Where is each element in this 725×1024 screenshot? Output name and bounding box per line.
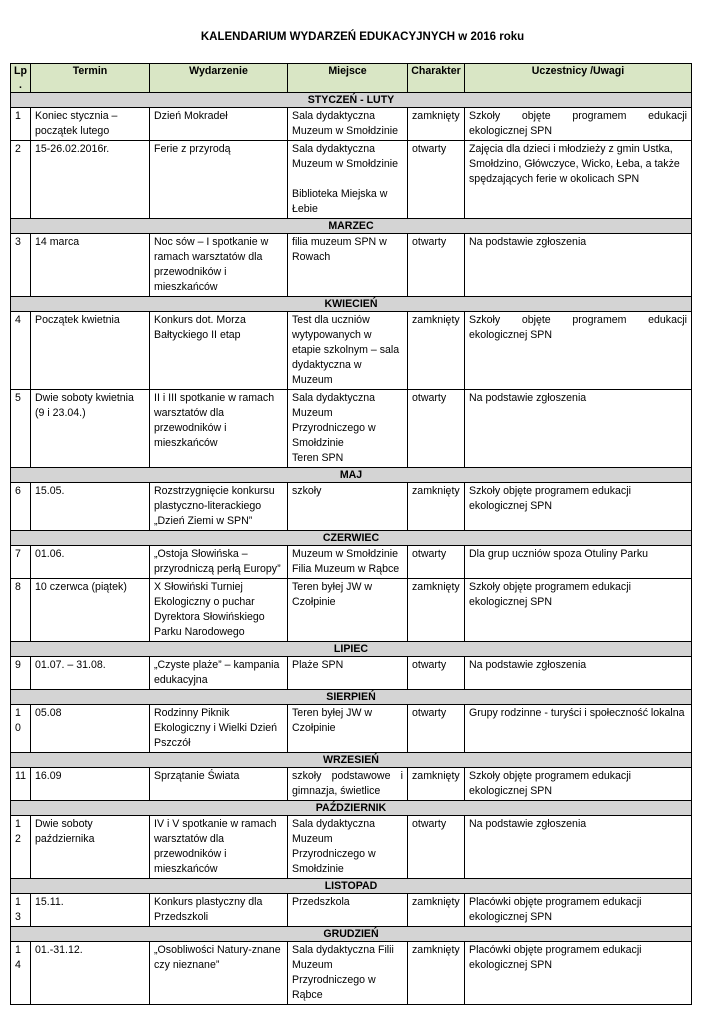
header-character: Charakter xyxy=(408,64,465,93)
table-row xyxy=(11,705,692,753)
cell-place: Sala dydaktyczna Filii Muzeum Przyrodniczego w Rąbce xyxy=(288,942,408,1005)
header-row xyxy=(11,64,692,93)
month-row xyxy=(11,753,692,768)
events-calendar-table xyxy=(10,63,692,1005)
cell-lp: 3 xyxy=(11,234,31,297)
cell-place: Test dla uczniów wytypowanych w etapie szkolnym – sala dydaktyczna w Muzeum xyxy=(288,312,408,390)
place-line: Biblioteka Miejska w Łebie xyxy=(292,188,388,215)
header-participants: Uczestnicy /Uwagi xyxy=(465,64,692,93)
month-label: SIERPIEŃ xyxy=(11,690,692,705)
header-place: Miejsce xyxy=(288,64,408,93)
table-row xyxy=(11,483,692,531)
cell-lp: 7 xyxy=(11,546,31,579)
cell-character: otwarty xyxy=(408,816,465,879)
place-line: Filia Muzeum w Rąbce xyxy=(292,563,400,575)
cell-notes: Grupy rodzinne - turyści i społeczność lokalna xyxy=(465,705,692,753)
cell-place: Teren byłej JW w Czołpinie xyxy=(288,705,408,753)
cell-place: Sala dydaktyczna Muzeum Przyrodniczego w Smołdzinie xyxy=(288,816,408,879)
cell-event: IV i V spotkanie w ramach warsztatów dla przewodników i mieszkańców xyxy=(150,816,288,879)
cell-event: Konkurs plastyczny dla Przedszkoli xyxy=(150,894,288,927)
cell-character: zamknięty xyxy=(408,942,465,1005)
cell-notes: Placówki objęte programem edukacji ekologicznej SPN xyxy=(465,942,692,1005)
cell-place: Plaże SPN xyxy=(288,657,408,690)
cell-term: 01.06. xyxy=(31,546,150,579)
cell-notes: Szkoły objęte programem edukacji ekologicznej SPN xyxy=(465,768,692,801)
cell-place: Teren byłej JW w Czołpinie xyxy=(288,579,408,642)
cell-event: Rodzinny Piknik Ekologiczny i Wielki Dzień Pszczół xyxy=(150,705,288,753)
cell-place xyxy=(288,390,408,468)
cell-character: otwarty xyxy=(408,390,465,468)
cell-event: II i III spotkanie w ramach warsztatów dla przewodników i mieszkańców xyxy=(150,390,288,468)
cell-lp: 14 xyxy=(11,942,31,1005)
cell-place: filia muzeum SPN w Rowach xyxy=(288,234,408,297)
table-row xyxy=(11,768,692,801)
cell-term: Dwie soboty kwietnia (9 i 23.04.) xyxy=(31,390,150,468)
cell-notes: Szkoły objęte programem edukacji ekologicznej SPN xyxy=(465,579,692,642)
cell-term: Początek kwietnia xyxy=(31,312,150,390)
month-label: CZERWIEC xyxy=(11,531,692,546)
cell-notes: Dla grup uczniów spoza Otuliny Parku xyxy=(465,546,692,579)
month-label: MARZEC xyxy=(11,219,692,234)
month-label: GRUDZIEŃ xyxy=(11,927,692,942)
cell-term: 15.11. xyxy=(31,894,150,927)
cell-lp: 12 xyxy=(11,816,31,879)
month-row xyxy=(11,531,692,546)
cell-term: 01.07. – 31.08. xyxy=(31,657,150,690)
cell-lp: 4 xyxy=(11,312,31,390)
cell-lp: 2 xyxy=(11,141,31,219)
month-label: MAJ xyxy=(11,468,692,483)
cell-event: Konkurs dot. Morza Bałtyckiego II etap xyxy=(150,312,288,390)
table-row xyxy=(11,579,692,642)
cell-character: zamknięty xyxy=(408,312,465,390)
place-line: Teren SPN xyxy=(292,452,344,464)
cell-character: zamknięty xyxy=(408,579,465,642)
table-row xyxy=(11,816,692,879)
cell-place xyxy=(288,141,408,219)
place-line: Sala dydaktyczna Muzeum Przyrodniczego w Smołdzinie xyxy=(292,392,376,449)
cell-event: Dzień Mokradeł xyxy=(150,108,288,141)
cell-lp: 13 xyxy=(11,894,31,927)
cell-place: Przedszkola xyxy=(288,894,408,927)
table-row xyxy=(11,390,692,468)
cell-character: otwarty xyxy=(408,141,465,219)
table-row xyxy=(11,108,692,141)
cell-term: 05.08 xyxy=(31,705,150,753)
cell-lp: 11 xyxy=(11,768,31,801)
table-row xyxy=(11,942,692,1005)
header-term: Termin xyxy=(31,64,150,93)
month-row xyxy=(11,801,692,816)
cell-character: zamknięty xyxy=(408,108,465,141)
cell-notes: Na podstawie zgłoszenia xyxy=(465,657,692,690)
cell-notes: Szkoły objęte programem edukacji ekologicznej SPN xyxy=(465,312,692,390)
cell-term: 15-26.02.2016r. xyxy=(31,141,150,219)
cell-event: Noc sów – I spotkanie w ramach warsztatów dla przewodników i mieszkańców xyxy=(150,234,288,297)
cell-term: 10 czerwca (piątek) xyxy=(31,579,150,642)
month-row xyxy=(11,690,692,705)
month-row xyxy=(11,219,692,234)
document-title: KALENDARIUM WYDARZEŃ EDUKACYJNYCH w 2016 roku xyxy=(200,31,525,43)
month-row xyxy=(11,642,692,657)
table-row xyxy=(11,312,692,390)
cell-place xyxy=(288,546,408,579)
table-row xyxy=(11,234,692,297)
cell-character: otwarty xyxy=(408,657,465,690)
cell-term: 15.05. xyxy=(31,483,150,531)
cell-lp: 10 xyxy=(11,705,31,753)
cell-lp: 6 xyxy=(11,483,31,531)
cell-notes: Na podstawie zgłoszenia xyxy=(465,234,692,297)
cell-notes: Na podstawie zgłoszenia xyxy=(465,390,692,468)
cell-character: zamknięty xyxy=(408,483,465,531)
cell-term: Dwie soboty października xyxy=(31,816,150,879)
cell-event: „Osobliwości Natury-znane czy nieznane” xyxy=(150,942,288,1005)
cell-notes: Szkoły objęte programem edukacji ekologicznej SPN xyxy=(465,483,692,531)
month-row xyxy=(11,927,692,942)
month-label: LISTOPAD xyxy=(11,879,692,894)
cell-lp: 1 xyxy=(11,108,31,141)
month-label: STYCZEŃ - LUTY xyxy=(11,93,692,108)
cell-place: szkoły xyxy=(288,483,408,531)
cell-lp: 9 xyxy=(11,657,31,690)
cell-notes: Na podstawie zgłoszenia xyxy=(465,816,692,879)
cell-event: X Słowiński Turniej Ekologiczny o puchar Dyrektora Słowińskiego Parku Narodowego xyxy=(150,579,288,642)
month-row xyxy=(11,93,692,108)
cell-character: otwarty xyxy=(408,234,465,297)
month-label: WRZESIEŃ xyxy=(11,753,692,768)
month-label: PAŹDZIERNIK xyxy=(11,801,692,816)
cell-notes: Placówki objęte programem edukacji ekologicznej SPN xyxy=(465,894,692,927)
cell-character: otwarty xyxy=(408,705,465,753)
month-label: KWIECIEŃ xyxy=(11,297,692,312)
month-row xyxy=(11,879,692,894)
cell-character: zamknięty xyxy=(408,768,465,801)
month-row xyxy=(11,468,692,483)
cell-character: otwarty xyxy=(408,546,465,579)
place-line: Sala dydaktyczna Muzeum w Smołdzinie xyxy=(292,143,398,170)
table-row xyxy=(11,894,692,927)
cell-event: Sprzątanie Świata xyxy=(150,768,288,801)
cell-notes: Zajęcia dla dzieci i młodzieży z gmin Ustka, Smołdzino, Główczyce, Wicko, Łeba, a także spędzających ferie w okolicach SPN xyxy=(465,141,692,219)
cell-notes: Szkoły objęte programem edukacji ekologicznej SPN xyxy=(465,108,692,141)
cell-term: 16.09 xyxy=(31,768,150,801)
place-line: Muzeum w Smołdzinie xyxy=(292,548,398,560)
cell-term: 14 marca xyxy=(31,234,150,297)
table-row xyxy=(11,141,692,219)
header-lp: Lp. xyxy=(11,64,31,93)
cell-term: 01.-31.12. xyxy=(31,942,150,1005)
cell-event: Ferie z przyrodą xyxy=(150,141,288,219)
table-row xyxy=(11,546,692,579)
cell-event: „Czyste plaże” – kampania edukacyjna xyxy=(150,657,288,690)
cell-lp: 8 xyxy=(11,579,31,642)
cell-character: zamknięty xyxy=(408,894,465,927)
month-label: LIPIEC xyxy=(11,642,692,657)
table-row xyxy=(11,657,692,690)
cell-lp: 5 xyxy=(11,390,31,468)
cell-event: „Ostoja Słowińska – przyrodniczą perłą Europy” xyxy=(150,546,288,579)
cell-place: szkoły podstawowe i gimnazja, świetlice xyxy=(288,768,408,801)
cell-event: Rozstrzygnięcie konkursu plastyczno-literackiego „Dzień Ziemi w SPN” xyxy=(150,483,288,531)
cell-term: Koniec stycznia – początek lutego xyxy=(31,108,150,141)
month-row xyxy=(11,297,692,312)
header-event: Wydarzenie xyxy=(150,64,288,93)
cell-place: Sala dydaktyczna Muzeum w Smołdzinie xyxy=(288,108,408,141)
